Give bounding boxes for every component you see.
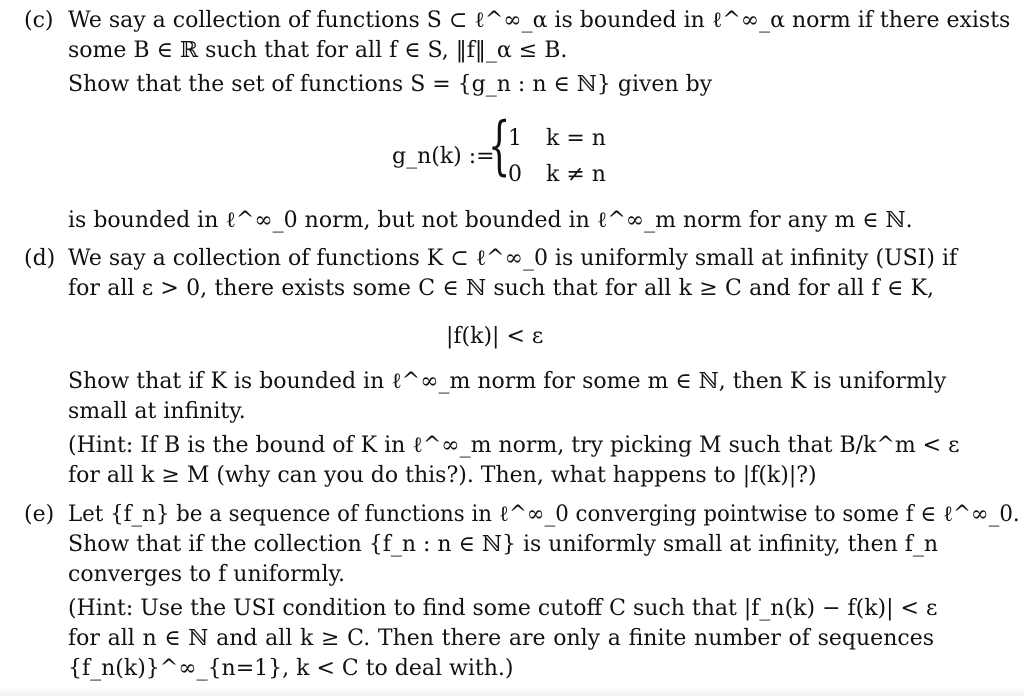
part-d-hint-1: (Hint: If B is the bound of K in ℓ^∞_m norm, try picking M such that B/k^m < ε: [68, 433, 960, 458]
part-e-line-1: Let {f_n} be a sequence of functions in ℓ^∞_0 converging pointwise to some f ∈ ℓ^∞_0.: [68, 502, 1020, 527]
part-e-line-2: Show that if the collection {f_n : n ∈ ℕ} is uniformly small at infinity, then f_n: [68, 532, 939, 557]
part-e-hint-3: {f_n(k)}^∞_{n=1}, k < C to deal with.): [68, 656, 514, 681]
case-1-value: 1: [508, 126, 522, 151]
case-2-value: 0: [508, 162, 522, 187]
part-c-line-3: Show that the set of functions S = {g_n : n ∈ ℕ} given by: [68, 72, 713, 97]
part-c-line-1: We say a collection of functions S ⊂ ℓ^∞_α is bounded in ℓ^∞_α norm if there exists: [68, 8, 1011, 33]
part-c-line-2: some B ∈ ℝ such that for all f ∈ S, ‖f‖_α ≤ B.: [68, 38, 568, 63]
part-d-line-1: We say a collection of functions K ⊂ ℓ^∞_0 is uniformly small at infinity (USI) if: [68, 246, 958, 271]
usi-inequality: |f(k)| < ε: [446, 324, 544, 349]
part-c-line-4: is bounded in ℓ^∞_0 norm, but not bounded in ℓ^∞_m norm for any m ∈ ℕ.: [68, 208, 913, 233]
part-e-hint-1: (Hint: Use the USI condition to find some cutoff C such that |f_n(k) − f(k)| < ε: [68, 596, 938, 621]
left-brace: {: [488, 109, 511, 183]
bottom-edge-shade: [0, 686, 1024, 696]
part-d-line-2: for all ε > 0, there exists some C ∈ ℕ such that for all k ≥ C and for all f ∈ K,: [68, 276, 934, 301]
part-e-label: (e): [24, 502, 55, 527]
part-d-line-3: Show that if K is bounded in ℓ^∞_m norm for some m ∈ ℕ, then K is uniformly: [68, 369, 947, 394]
part-d-label: (d): [24, 246, 56, 271]
part-c-label: (c): [24, 8, 54, 33]
part-e-line-3: converges to f uniformly.: [68, 562, 345, 587]
part-d-hint-2: for all k ≥ M (why can you do this?). Then, what happens to |f(k)|?): [68, 463, 817, 488]
case-2-condition: k ≠ n: [546, 162, 606, 187]
case-1-condition: k = n: [546, 126, 606, 151]
part-d-line-4: small at infinity.: [68, 399, 246, 424]
part-e-hint-2: for all n ∈ ℕ and all k ≥ C. Then there are only a finite number of sequences: [68, 626, 934, 651]
formula-lhs: g_n(k) :=: [392, 144, 495, 169]
